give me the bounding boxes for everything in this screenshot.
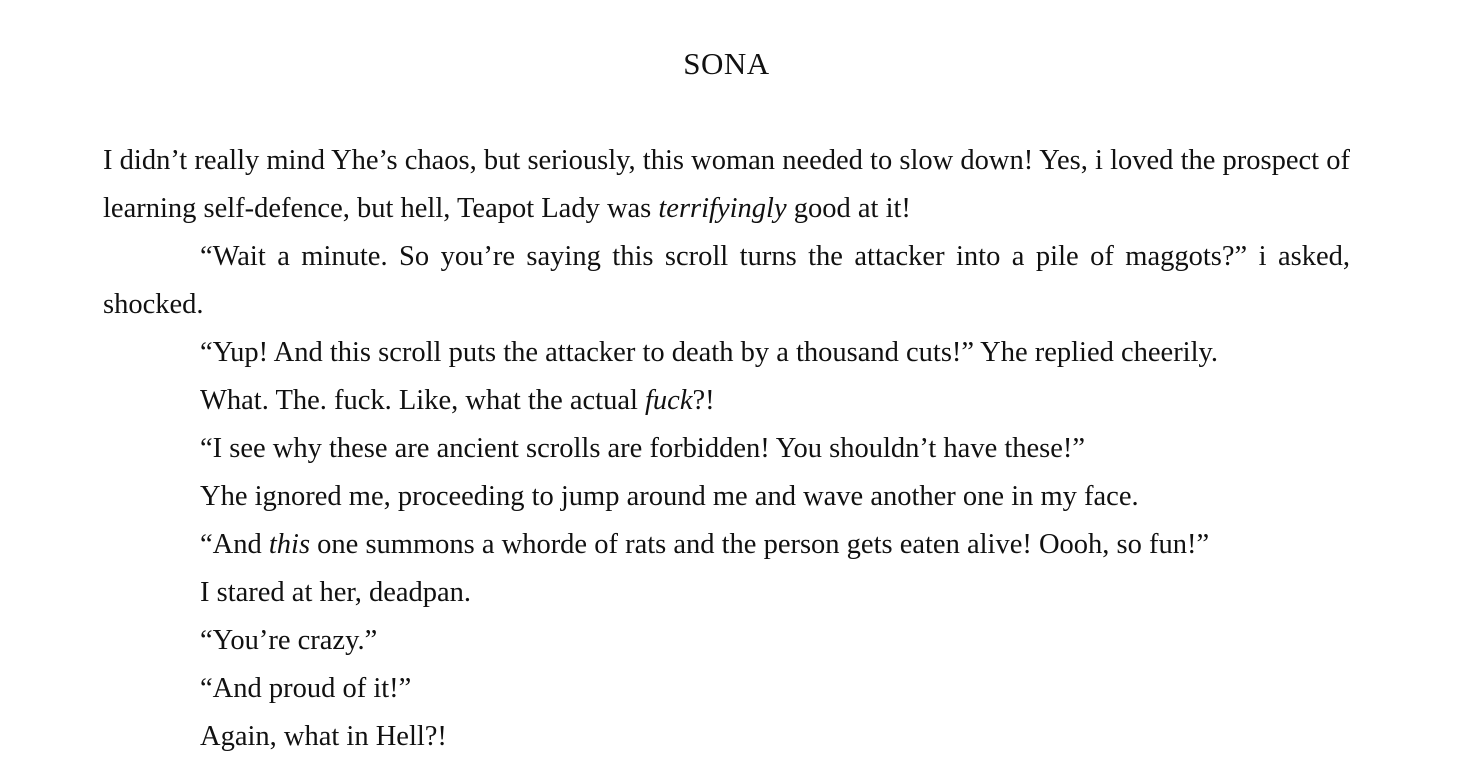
paragraph-8: I stared at her, deadpan.: [200, 577, 472, 608]
paragraph-1-text-b: good at it!: [786, 193, 911, 224]
paragraph-5: “I see why these are ancient scrolls are forbidden! You shouldn’t have these!”: [200, 433, 1086, 464]
paragraph-6: Yhe ignored me, proceeding to jump around me and wave another one in my face.: [200, 481, 1139, 512]
paragraph-3: “Yup! And this scroll puts the attacker to death by a thousand cuts!” Yhe replied cheerily.: [200, 337, 1219, 368]
chapter-body: [103, 137, 1350, 761]
chapter-title: SONA: [683, 46, 770, 81]
paragraph-1: [103, 137, 1350, 233]
paragraph-11: Again, what in Hell?!: [200, 721, 447, 752]
paragraph-7-text-b: one summons a whorde of rats and the person gets eaten alive! Oooh, so fun!”: [310, 529, 1210, 560]
paragraph-1-text-a: I didn’t really mind Yhe’s chaos, but seriously, this woman needed to slow down! Yes, i loved the prospect of learning self-defence, but hell, Teapot Lady was: [103, 145, 1350, 224]
paragraph-2: “Wait a minute. So you’re saying this scroll turns the attacker into a pile of maggots?” i asked, shocked.: [103, 241, 1350, 320]
paragraph-9: “You’re crazy.”: [200, 625, 378, 656]
paragraph-1-emphasis: terrifyingly: [658, 193, 787, 224]
paragraph-4: [103, 377, 1350, 425]
paragraph-4-text-a: What. The. fuck. Like, what the actual: [200, 385, 646, 416]
paragraph-7-text-a: “And: [200, 529, 269, 560]
paragraph-10: “And proud of it!”: [200, 673, 412, 704]
paragraph-4-emphasis: fuck: [645, 385, 693, 416]
paragraph-7-emphasis: this: [268, 529, 311, 560]
paragraph-7: [103, 521, 1350, 569]
paragraph-4-text-b: ?!: [692, 385, 715, 416]
